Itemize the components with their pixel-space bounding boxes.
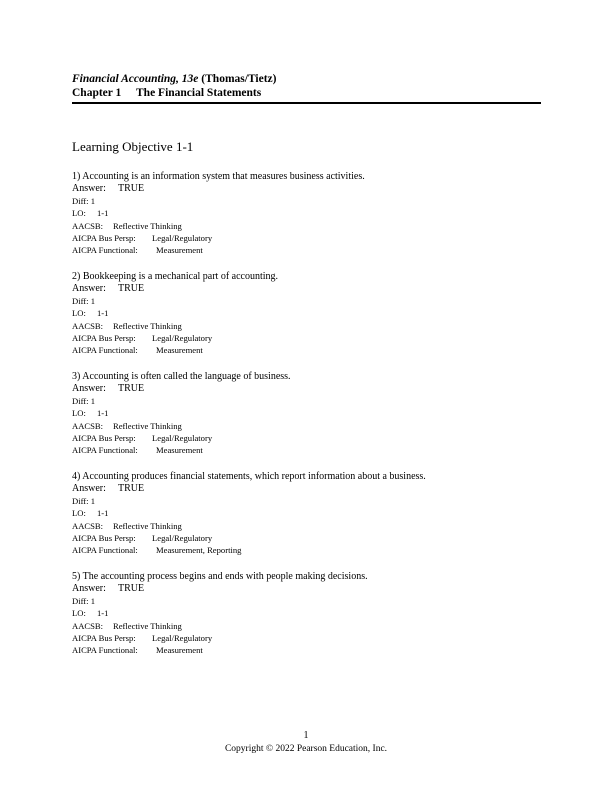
bus-persp-value: Legal/Regulatory xyxy=(152,532,213,543)
lo-label: LO: xyxy=(72,208,86,219)
lo-line xyxy=(72,207,541,219)
answer-value: TRUE xyxy=(118,283,145,294)
chapter-number: Chapter 1 xyxy=(72,87,122,99)
answer-value: TRUE xyxy=(118,183,145,194)
lo-line xyxy=(72,307,541,319)
diff-value: 1 xyxy=(90,196,96,206)
learning-objective-heading: Learning Objective 1-1 xyxy=(72,139,194,154)
aacsb-label: AACSB: xyxy=(72,620,104,631)
bus-persp-label: AICPA Bus Persp: xyxy=(72,232,136,243)
difficulty-line xyxy=(72,395,541,407)
bus-persp-line xyxy=(72,432,541,444)
difficulty-line xyxy=(72,595,541,607)
aacsb-line xyxy=(72,220,541,232)
answer-line xyxy=(72,183,541,195)
functional-value: Measurement, Reporting xyxy=(156,545,242,556)
aacsb-line xyxy=(72,620,541,632)
bus-persp-line xyxy=(72,332,541,344)
difficulty-line xyxy=(72,295,541,307)
bus-persp-value: Legal/Regulatory xyxy=(152,632,213,643)
bus-persp-line xyxy=(72,232,541,244)
bus-persp-line xyxy=(72,532,541,544)
document-header xyxy=(72,72,541,102)
lo-label: LO: xyxy=(72,408,86,419)
answer-label: Answer: xyxy=(72,383,106,394)
answer-label: Answer: xyxy=(72,583,106,594)
functional-value: Measurement xyxy=(156,345,203,356)
answer-label: Answer: xyxy=(72,183,106,194)
lo-label: LO: xyxy=(72,608,86,619)
difficulty-line xyxy=(72,195,541,207)
aacsb-value: Reflective Thinking xyxy=(113,320,182,331)
answer-line xyxy=(72,283,541,295)
question-item xyxy=(72,371,541,471)
diff-label: Diff: xyxy=(72,396,89,406)
lo-value: 1-1 xyxy=(97,208,109,219)
functional-value: Measurement xyxy=(156,245,203,256)
diff-value: 1 xyxy=(90,296,96,306)
diff-label: Diff: xyxy=(72,296,89,306)
functional-label: AICPA Functional: xyxy=(72,645,138,656)
aacsb-line xyxy=(72,520,541,532)
book-authors: (Thomas/Tietz) xyxy=(201,73,277,85)
book-line xyxy=(72,72,541,86)
answer-line xyxy=(72,383,541,395)
functional-label: AICPA Functional: xyxy=(72,245,138,256)
aacsb-label: AACSB: xyxy=(72,520,104,531)
answer-line xyxy=(72,483,541,495)
bus-persp-value: Legal/Regulatory xyxy=(152,232,213,243)
aacsb-value: Reflective Thinking xyxy=(113,520,182,531)
lo-label: LO: xyxy=(72,308,86,319)
functional-line xyxy=(72,544,541,556)
aacsb-value: Reflective Thinking xyxy=(113,220,182,231)
question-list xyxy=(72,171,541,671)
question-item xyxy=(72,471,541,571)
answer-label: Answer: xyxy=(72,483,106,494)
header-rule xyxy=(72,102,541,104)
bus-persp-value: Legal/Regulatory xyxy=(152,332,213,343)
lo-value: 1-1 xyxy=(97,308,109,319)
bus-persp-label: AICPA Bus Persp: xyxy=(72,532,136,543)
question-item xyxy=(72,571,541,671)
question-text: 4) Accounting produces financial statements, which report information about a business. xyxy=(72,471,426,482)
lo-value: 1-1 xyxy=(97,508,109,519)
copyright-notice: Copyright © 2022 Pearson Education, Inc. xyxy=(224,744,388,754)
bus-persp-value: Legal/Regulatory xyxy=(152,432,213,443)
question-text: 3) Accounting is often called the language of business. xyxy=(72,371,291,382)
functional-value: Measurement xyxy=(156,445,203,456)
functional-label: AICPA Functional: xyxy=(72,545,138,556)
lo-line xyxy=(72,507,541,519)
functional-line xyxy=(72,444,541,456)
bus-persp-label: AICPA Bus Persp: xyxy=(72,432,136,443)
answer-value: TRUE xyxy=(118,483,145,494)
aacsb-value: Reflective Thinking xyxy=(113,420,182,431)
lo-value: 1-1 xyxy=(97,408,109,419)
diff-value: 1 xyxy=(90,496,96,506)
difficulty-line xyxy=(72,495,541,507)
question-text: 5) The accounting process begins and ends with people making decisions. xyxy=(72,571,368,582)
question-text: 1) Accounting is an information system that measures business activities. xyxy=(72,171,365,182)
diff-label: Diff: xyxy=(72,496,89,506)
bus-persp-label: AICPA Bus Persp: xyxy=(72,632,136,643)
chapter-line xyxy=(72,86,541,102)
question-item xyxy=(72,271,541,371)
functional-line xyxy=(72,644,541,656)
answer-value: TRUE xyxy=(118,583,145,594)
functional-label: AICPA Functional: xyxy=(72,445,138,456)
lo-line xyxy=(72,407,541,419)
lo-line xyxy=(72,607,541,619)
aacsb-label: AACSB: xyxy=(72,420,104,431)
chapter-title: The Financial Statements xyxy=(136,87,262,99)
diff-label: Diff: xyxy=(72,196,89,206)
bus-persp-label: AICPA Bus Persp: xyxy=(72,332,136,343)
lo-value: 1-1 xyxy=(97,608,109,619)
functional-line xyxy=(72,344,541,356)
question-item xyxy=(72,171,541,271)
bus-persp-line xyxy=(72,632,541,644)
lo-label: LO: xyxy=(72,508,86,519)
aacsb-label: AACSB: xyxy=(72,320,104,331)
functional-value: Measurement xyxy=(156,645,203,656)
answer-value: TRUE xyxy=(118,383,145,394)
answer-line xyxy=(72,583,541,595)
answer-label: Answer: xyxy=(72,283,106,294)
diff-value: 1 xyxy=(90,596,96,606)
aacsb-line xyxy=(72,420,541,432)
question-text: 2) Bookkeeping is a mechanical part of accounting. xyxy=(72,271,279,282)
aacsb-value: Reflective Thinking xyxy=(113,620,182,631)
book-title: Financial Accounting, 13e xyxy=(72,73,199,85)
diff-label: Diff: xyxy=(72,596,89,606)
aacsb-line xyxy=(72,320,541,332)
functional-line xyxy=(72,244,541,256)
diff-value: 1 xyxy=(90,396,96,406)
aacsb-label: AACSB: xyxy=(72,220,104,231)
page-number: 1 xyxy=(303,730,309,741)
functional-label: AICPA Functional: xyxy=(72,345,138,356)
